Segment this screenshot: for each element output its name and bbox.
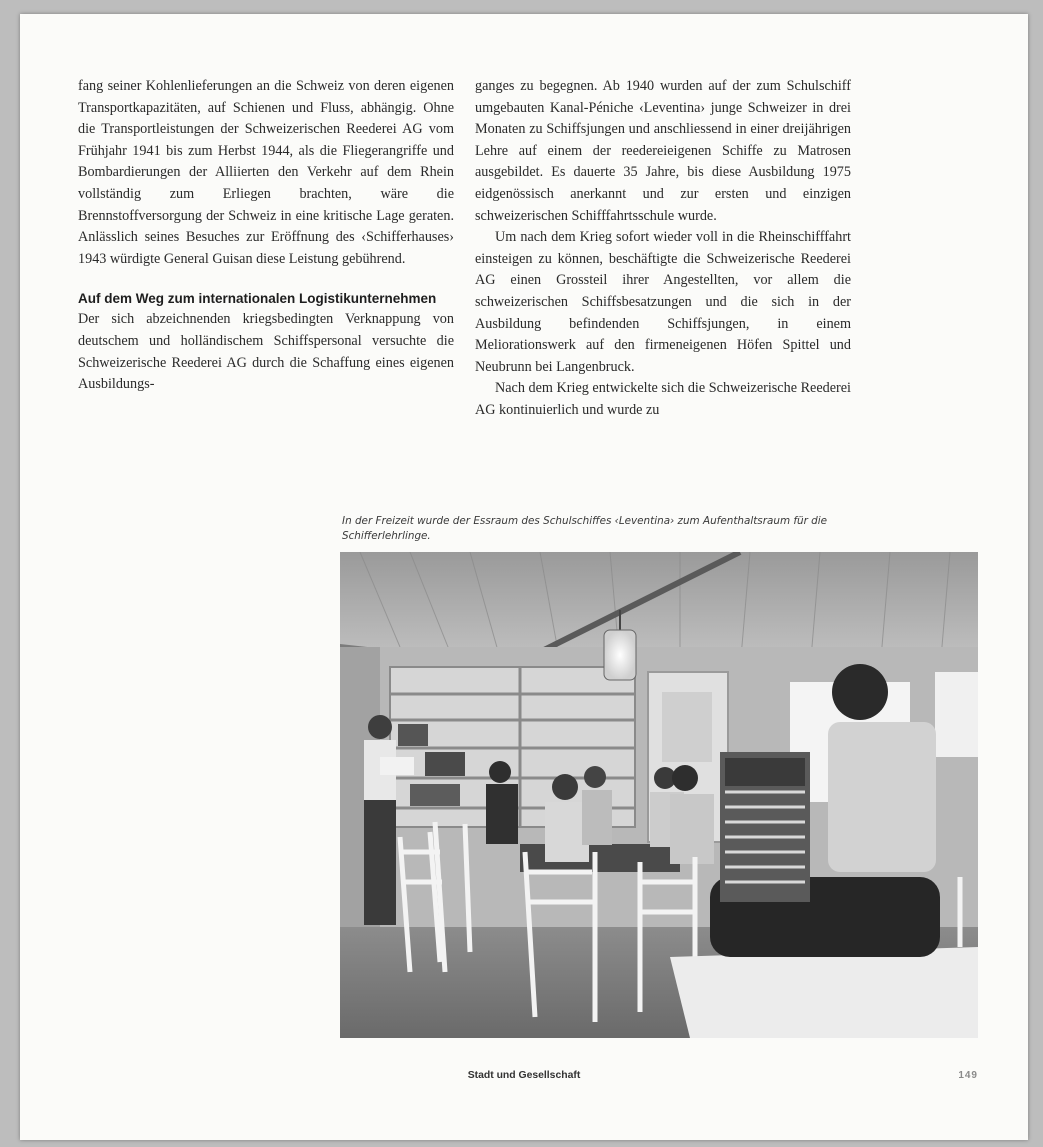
foreground-table bbox=[670, 947, 978, 1038]
page-number: 149 bbox=[958, 1070, 978, 1081]
text-column-left bbox=[78, 76, 454, 396]
book-page bbox=[20, 14, 1028, 1140]
body-paragraph: Nach dem Krieg entwickelte sich die Schweizerische Reederei AG kontinuierlich und wurde zu bbox=[475, 380, 851, 418]
table bbox=[520, 844, 680, 872]
section-subheading: Auf dem Weg zum internationalen Logistikunternehmen bbox=[78, 291, 437, 307]
photo-schoolship-lounge bbox=[340, 552, 978, 1038]
ceiling-lamp bbox=[604, 630, 636, 680]
body-paragraph: fang seiner Kohlenlieferungen an die Schweiz von deren eigenen Transportkapazitäten, auf Schienen und Fluss, abhängig. Ohne die Transportleistungen der Schweizerischen Reederei AG vom Frühjahr 1941 bis zum Herbst 1944, als die Fliegerangriffe und Bombardierungen der Alliierten den Verkehr auf dem Rhein vollständig zum Erliegen brachten, wäre die Brennstoffversorgung der Schweiz in eine kritische Lage geraten. Anlässlich seines Besuches zur Eröffnung des ‹Schifferhauses› 1943 würdigte General Guisan diese Leistung gebührend. bbox=[78, 78, 454, 267]
photo-caption: In der Freizeit wurde der Essraum des Schulschiffes ‹Leventina› zum Aufenthaltsraum für die Schifferlehrlinge. bbox=[342, 515, 828, 542]
body-paragraph: Der sich abzeichnenden kriegsbedingten Verknappung von deutschem und holländischem Schiffspersonal versuchte die Schweizerische Reederei AG durch die Schaffung eines eigenen Ausbildungs- bbox=[78, 311, 454, 393]
body-paragraph: Um nach dem Krieg sofort wieder voll in die Rheinschifffahrt einsteigen zu können, beschäftigte die Schweizerische Reederei AG einen Grossteil ihrer Angestellten, vor allem die schweizerischen Schiffsbesatzungen und die sich in der Ausbildung befindenden Schiffsjungen, in einem Meliorationswerk auf den firmeneigenen Höfen Spittel und Neubrunn bei Langenbruck. bbox=[475, 229, 851, 375]
photo-illustration bbox=[340, 552, 978, 1038]
text-column-right bbox=[475, 76, 851, 422]
running-footer: Stadt und Gesellschaft bbox=[467, 1070, 581, 1081]
body-paragraph: ganges zu begegnen. Ab 1940 wurden auf der zum Schulschiff umgebauten Kanal-Péniche ‹Leventina› junge Schweizer in drei Monaten zu Schiffsjungen und anschliessend in einer dreijährigen Lehre auf einem der reedereieigenen Schiffe zu Matrosen ausgebildet. Es dauerte 35 Jahre, bis diese Ausbildung 1975 eidgenössisch anerkannt und zur ersten und einzigen schweizerischen Schifffahrtsschule wurde. bbox=[475, 78, 851, 224]
